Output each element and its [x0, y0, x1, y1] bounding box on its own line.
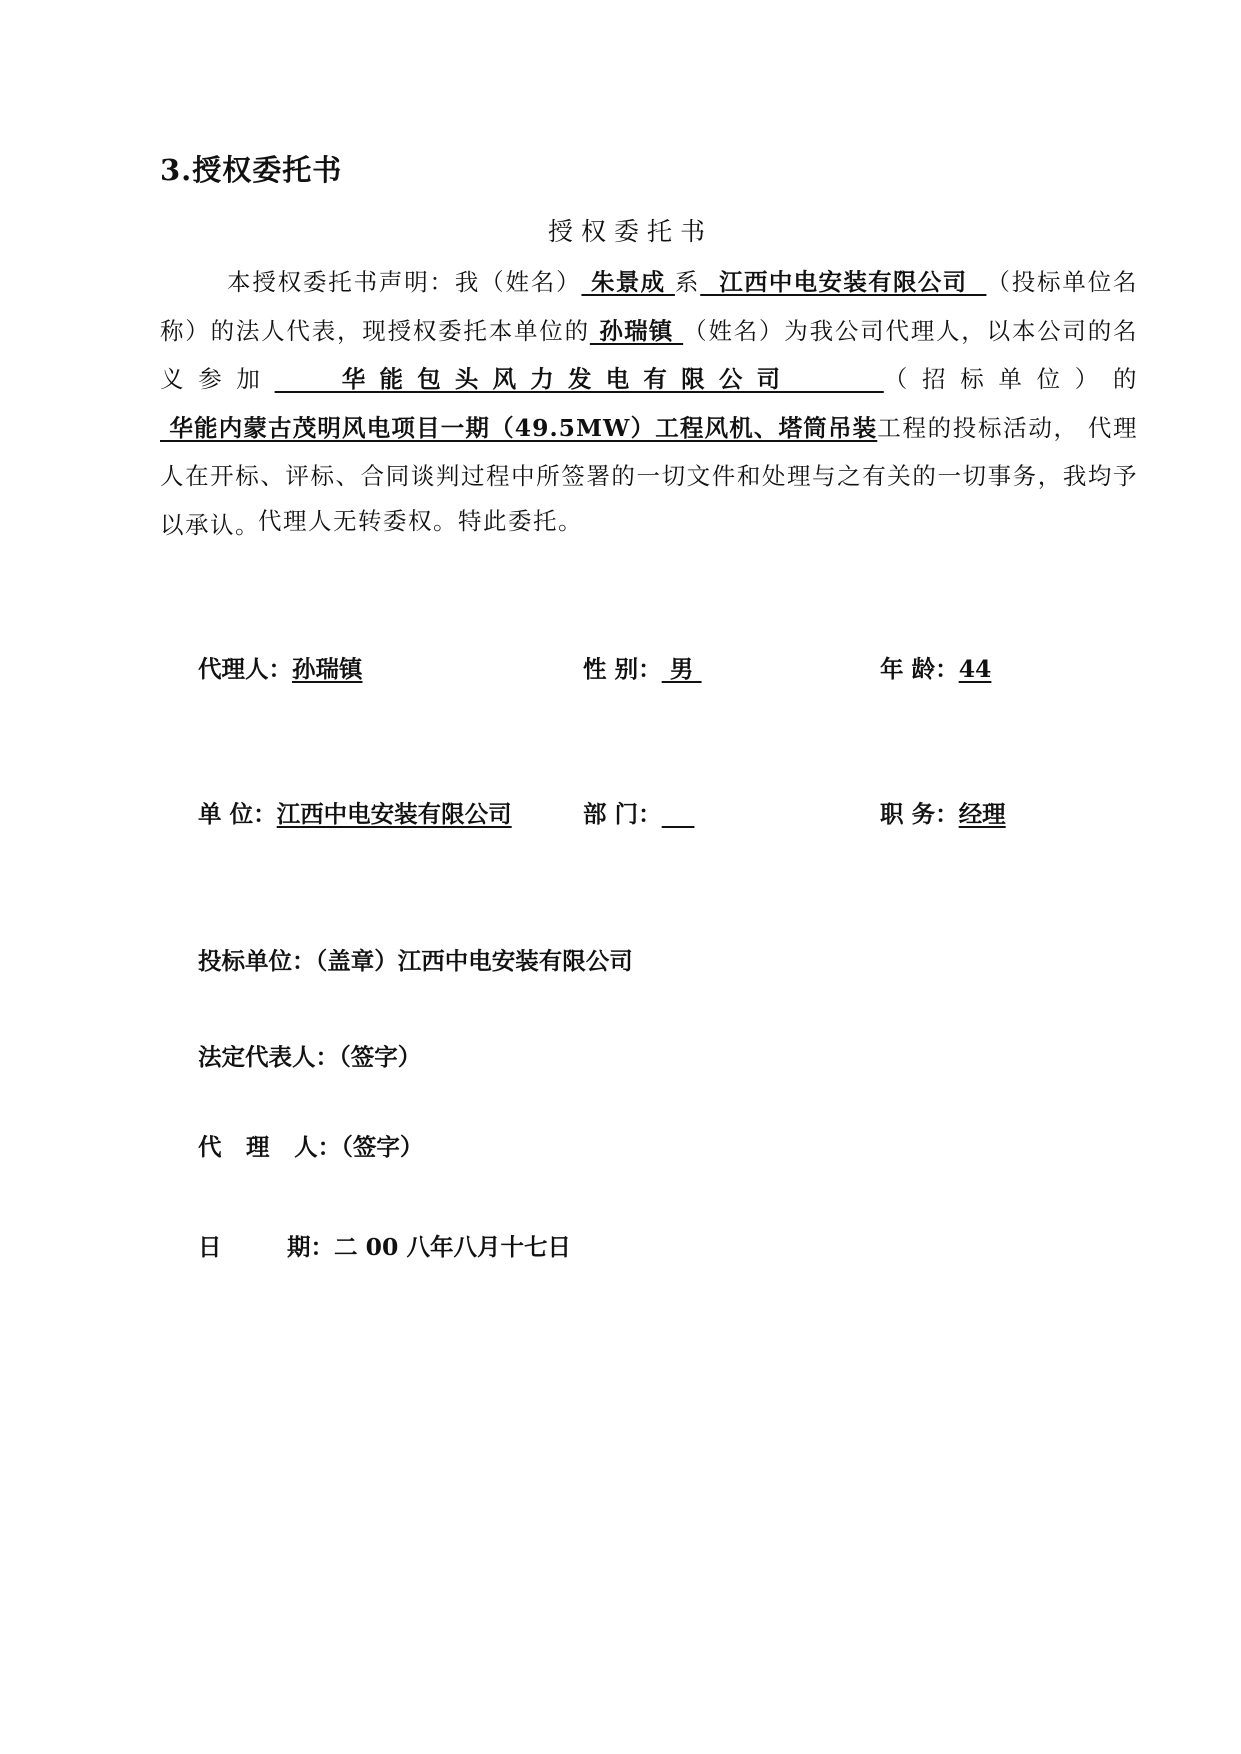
agent-name-inline: 孙瑞镇	[589, 316, 684, 345]
position-label: 职 务：	[880, 800, 959, 828]
age-label: 年 龄：	[880, 655, 959, 683]
position-value: 经理	[958, 800, 1006, 828]
agent-value: 孙瑞镇	[292, 655, 363, 683]
statement-text-5: （招标单位）的	[883, 365, 1139, 393]
no-sub-delegation-statement: 代理人无转委权。特此委托。	[258, 507, 583, 535]
gender-value: 男	[661, 655, 702, 683]
date-line: 日 期：二 00 八年八月十七日	[198, 1233, 572, 1261]
gender-field	[583, 650, 702, 684]
bidder-company-name: 江西中电安装有限公司	[700, 268, 987, 296]
statement-text-3: （投标单位名称）的法人代表，现授权委托本单位的	[160, 268, 1139, 345]
department-field	[583, 795, 694, 829]
unit-value: 江西中电安装有限公司	[276, 800, 512, 828]
unit-label: 单 位：	[198, 800, 277, 828]
age-field	[880, 650, 991, 684]
statement-text-4: （姓名）为我公司代理人，以本公司的名义参加	[160, 316, 1139, 393]
position-field	[880, 795, 1006, 829]
project-name: 华能内蒙古茂明风电项目一期（49.5MW）工程风机、塔筒吊装	[160, 413, 878, 442]
statement-text-2: 系	[674, 268, 701, 296]
department-value	[662, 800, 695, 828]
document-title: 授权委托书	[547, 217, 713, 246]
legal-representative-signature-line: 法定代表人：（签字）	[198, 1043, 422, 1071]
tenderer-company-name: 华能包头风力发电有限公司	[274, 365, 884, 393]
bidder-seal-line: 投标单位：（盖章）江西中电安装有限公司	[198, 947, 633, 975]
legal-representative-name: 朱景成	[581, 268, 675, 296]
agent-label: 代理人：	[198, 655, 292, 683]
department-label: 部 门：	[583, 800, 662, 828]
age-value: 44	[958, 655, 992, 683]
unit-field	[198, 795, 512, 829]
section-heading: 3.授权委托书	[160, 153, 343, 187]
agent-field	[198, 650, 363, 684]
gender-label: 性 别：	[583, 655, 662, 683]
statement-text-6: 工程的投标活动， 代理人在开标、评标、合同谈判过程中所签署的一切文件和处理与之有关的一切事务，我均予以承认。	[160, 413, 1138, 539]
agent-signature-line: 代 理 人：（签字）	[198, 1133, 424, 1161]
statement-text-1: 本授权委托书声明：我（姓名）	[227, 268, 582, 296]
